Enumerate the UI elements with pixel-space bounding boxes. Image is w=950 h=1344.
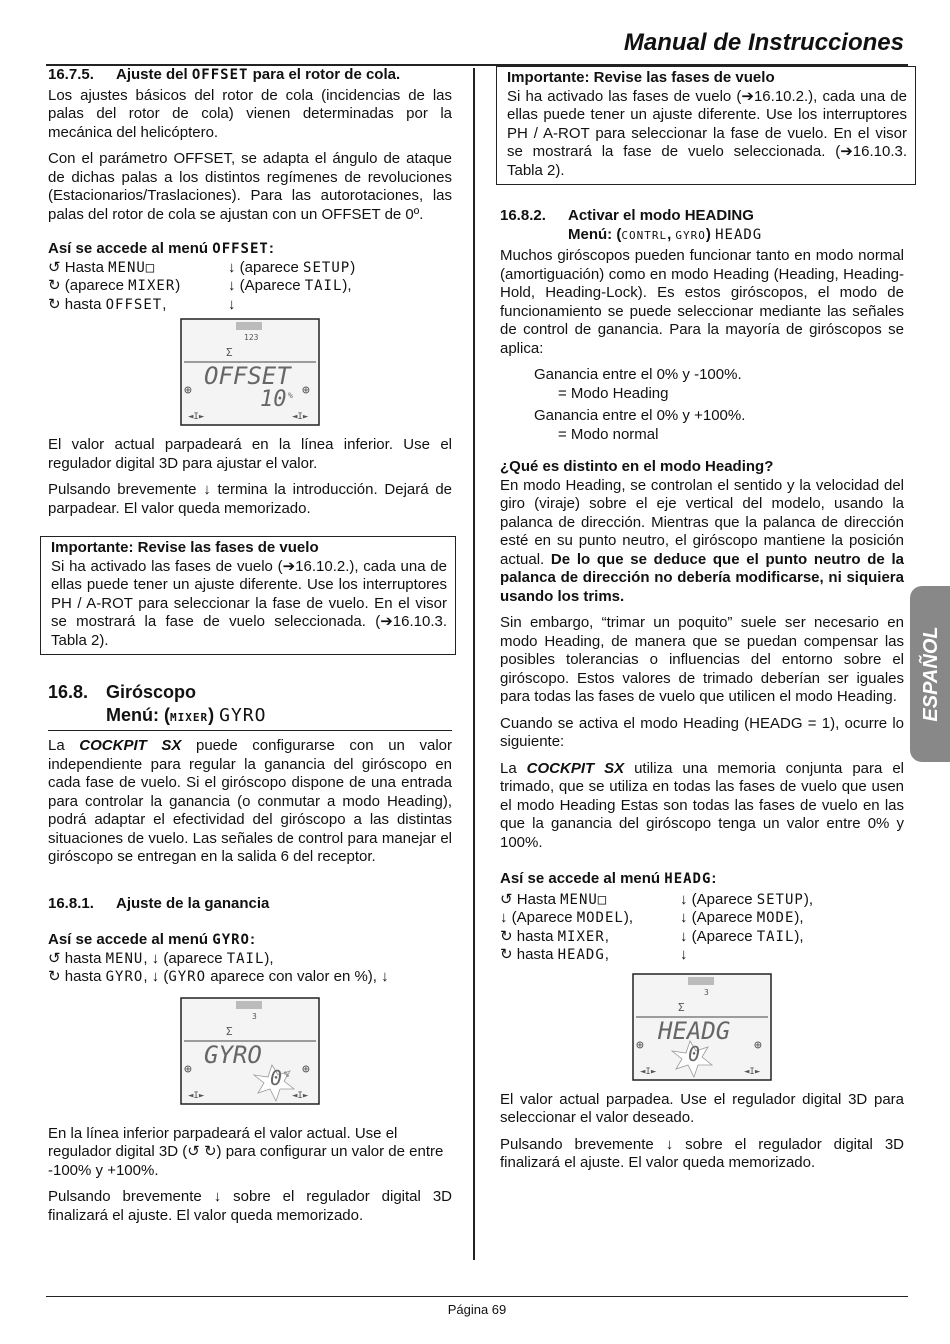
trim-bottom-left-icon: ◄I► bbox=[188, 1090, 205, 1101]
trim-bottom-left-icon: ◄I► bbox=[188, 412, 205, 422]
section-title: Activar el modo HEADING bbox=[568, 207, 754, 224]
important-box bbox=[496, 66, 916, 185]
important-text: Si ha activado las fases de vuelo (➔16.10.2.), cada una de ellas puede tener un ajuste diferente. Use los interruptores PH / A-ROT para seleccionar la fase de vuelo. En el visor se mostrará la fase de vuelo seleccionada. (➔16.10.3. Tabla 2). bbox=[51, 557, 447, 649]
section-16-8-2-heading bbox=[500, 207, 904, 226]
important-title: Importante: Revise las fases de vuelo bbox=[51, 539, 319, 556]
lcd-top-number: 123 bbox=[244, 333, 259, 342]
lcd-value: 0 bbox=[270, 1065, 283, 1090]
language-tab bbox=[910, 586, 950, 762]
lcd-main-text: OFFSET bbox=[204, 362, 291, 390]
gain-rule: Ganancia entre el 0% y +100%. bbox=[534, 407, 746, 424]
nav-step: ↓ bbox=[228, 295, 236, 313]
navigation-steps bbox=[48, 259, 452, 315]
trim-bottom-right-icon: ◄I► bbox=[292, 412, 309, 422]
lcd-unit: % bbox=[284, 1069, 289, 1079]
section-16-8-heading bbox=[48, 681, 452, 703]
paragraph: La COCKPIT SX utiliza una memoria conjunta para el trimado, que se utiliza en todas las fases de vuelo que usen el modo Heading Estas son todas las fases de vuelo en las que la ganancia del giróscopo tenga un valor entre 0% y 100%. bbox=[500, 759, 904, 851]
colon: : bbox=[268, 240, 274, 257]
section-title-end: para el rotor de cola. bbox=[248, 66, 401, 83]
trim-left-icon: ⊕ bbox=[184, 383, 192, 398]
lcd-main-text: HEADG bbox=[658, 1016, 731, 1045]
language-tab-label: ESPAÑOL bbox=[919, 626, 942, 722]
right-column bbox=[500, 66, 907, 1181]
lcd-code: OFFSET bbox=[191, 67, 249, 83]
nav-step: ↓ (Aparece TAIL), bbox=[228, 277, 352, 294]
access-heading bbox=[48, 240, 452, 259]
page-number: Página 69 bbox=[447, 1302, 507, 1317]
paragraph: Cuando se activa el modo Heading (HEADG = 1), ocurre lo siguiente: bbox=[500, 714, 904, 750]
section-title: Ajuste de la ganancia bbox=[116, 894, 270, 912]
section-number: 16.7.5. bbox=[48, 66, 94, 83]
question-heading: ¿Qué es distinto en el modo Heading? bbox=[500, 458, 774, 475]
paragraph: Pulsando brevemente ↓ sobre el regulador digital 3D finalizará el ajuste. El valor queda memorizado. bbox=[48, 1188, 452, 1224]
manual-title: Manual de Instrucciones bbox=[623, 29, 904, 56]
trim-bottom-right-icon: ◄I► bbox=[292, 1090, 309, 1101]
nav-step: ↓ (Aparece MODEL), bbox=[500, 909, 634, 926]
lcd-value: 0 bbox=[688, 1041, 701, 1066]
paragraph: Pulsando brevemente ↓ sobre el regulador digital 3D finalizará el ajuste. El valor queda memorizado. bbox=[500, 1135, 904, 1171]
paragraph: Muchos giróscopos pueden funcionar tanto en modo normal (amortiguación) como en modo Heading (Heading, Heading-Hold, Heading-Lock). Es estos giróscopos, el modo de funcionamiento se puede seleccionar mediante las señales de control de ganancia. Para la mayoría de giróscopos se aplica: bbox=[500, 247, 904, 357]
paragraph: Pulsando brevemente ↓ termina la introducción. Dejará de parpadear. El valor queda memorizado. bbox=[48, 481, 452, 517]
nav-step: ↓ (aparece SETUP) bbox=[228, 258, 356, 276]
nav-step: ↻ hasta MIXER, bbox=[500, 927, 609, 945]
left-column bbox=[48, 66, 452, 1233]
brand-name: COCKPIT SX bbox=[79, 737, 182, 754]
paragraph: Los ajustes básicos del rotor de cola (incidencias de las palas del rotor de cola) vienen determinadas por la mecánica del helicóptero. bbox=[48, 86, 452, 141]
trim-right-icon: ⊕ bbox=[302, 1061, 310, 1077]
nav-step: ↻ hasta OFFSET, bbox=[48, 295, 167, 313]
sigma-icon: Σ bbox=[678, 1000, 685, 1014]
gain-result: = Modo Heading bbox=[558, 384, 669, 402]
nav-step: ↓ (Aparece TAIL), bbox=[680, 927, 804, 945]
lcd-main-text: GYRO bbox=[204, 1040, 262, 1069]
important-text: Si ha activado las fases de vuelo (➔16.10.2.), cada una de ellas puede tener un ajuste diferente. Use los interruptores PH / A-ROT para seleccionar la fase de vuelo. En el visor se mostrará la fase de vuelo seleccionada. (➔16.10.3. Tabla 2). bbox=[507, 87, 907, 179]
nav-step: ↻ hasta HEADG, bbox=[500, 946, 609, 963]
trim-bottom-left-icon: ◄I► bbox=[640, 1066, 657, 1077]
paragraph: Con el parámetro OFFSET, se adapta el ángulo de ataque de dichas palas a los distintos regímenes de revoluciones (Estacionarios/Traslaciones). Para las autorotaciones, las palas del rotor de cola se ajustan con un OFFSET de 0º. bbox=[48, 150, 452, 223]
nav-step: ↺ hasta MENU, ↓ (aparece TAIL), bbox=[48, 949, 274, 967]
section-title: Ajuste del bbox=[116, 66, 192, 83]
trim-right-icon: ⊕ bbox=[754, 1037, 762, 1053]
section-16-8-1-heading bbox=[48, 895, 452, 914]
nav-step: ↓ (Aparece SETUP), bbox=[680, 890, 814, 908]
section-16-8-2-menu: Menú: (CONTRL, GYRO) HEADG bbox=[568, 225, 763, 243]
sigma-icon: Σ bbox=[226, 1024, 233, 1038]
access-heading: Así se accede al menú HEADG: bbox=[500, 870, 717, 887]
paragraph: En la línea inferior parpadeará el valor actual. Use el regulador digital 3D (↺ ↻) para configurar un valor de entre -100% y +100%. bbox=[48, 1124, 444, 1179]
gain-rule: Ganancia entre el 0% y -100%. bbox=[534, 366, 742, 383]
navigation-steps bbox=[500, 891, 904, 965]
nav-step: ↺ Hasta MENU□ bbox=[48, 258, 156, 276]
paragraph: El valor actual parpadea. Use el regulador digital 3D para seleccionar el valor deseado. bbox=[500, 1090, 904, 1126]
nav-step: ↻ hasta GYRO, ↓ (GYRO aparece con valor en %), ↓ bbox=[48, 968, 389, 985]
trim-bottom-right-icon: ◄I► bbox=[744, 1066, 761, 1077]
paragraph: La COCKPIT SX puede configurarse con un valor independiente para regular la ganancia del giróscopo en cada fase de vuelo. Si el giróscopo dispone de una entrada para controlar la ganancia (o conmutar a modo Heading), podrá adaptar el efectividad del giróscopo a las distintas situaciones de vuelo. Las señales de control para manejar el giróscopo se entregan en la salida 6 del receptor. bbox=[48, 737, 452, 865]
lcd-screen-headg bbox=[632, 973, 772, 1081]
important-title: Importante: Revise las fases de vuelo bbox=[507, 69, 775, 86]
page-header bbox=[46, 24, 908, 66]
section-title: Giróscopo bbox=[106, 682, 197, 702]
nav-step: ↓ (Aparece MODE), bbox=[680, 909, 804, 926]
lcd-code: OFFSET bbox=[212, 241, 269, 257]
trim-left-icon: ⊕ bbox=[184, 1061, 192, 1077]
paragraph: Sin embargo, “trimar un poquito” suele ser necesario en modo Heading, de manera que se puedan compensar las posibles tolerancias o influencias del entorno sobre el giróscopo. Estos valores de trimado deberían ser iguales para todas las fases de vuelo que utilicen el modo Heading. bbox=[500, 614, 904, 705]
lcd-value: 10 bbox=[260, 387, 287, 412]
trim-left-icon: ⊕ bbox=[636, 1037, 644, 1053]
bold-warning: De lo que se deduce que el punto neutro de la palanca de dirección no debería modificarse, ni siquiera usando los trims. bbox=[500, 550, 904, 605]
page-footer bbox=[46, 1296, 908, 1320]
sigma-icon: Σ bbox=[226, 346, 233, 359]
section-number: 16.8.2. bbox=[500, 207, 546, 224]
paragraph: El valor actual parpadeará en la línea inferior. Use el regulador digital 3D para ajustar el valor. bbox=[48, 436, 452, 472]
access-label: Así se accede al menú bbox=[48, 240, 213, 257]
access-heading: Así se accede al menú GYRO: bbox=[48, 931, 255, 948]
section-number: 16.8.1. bbox=[48, 894, 94, 912]
nav-step: ↓ bbox=[680, 946, 688, 963]
section-number: 16.8. bbox=[48, 682, 89, 702]
lcd-top-number: 3 bbox=[704, 987, 709, 997]
important-box bbox=[40, 536, 456, 655]
lcd-screen-offset bbox=[180, 318, 320, 426]
nav-step: ↺ Hasta MENU□ bbox=[500, 890, 608, 908]
lcd-top-number: 3 bbox=[252, 1011, 257, 1021]
lcd-unit: % bbox=[288, 391, 293, 400]
section-16-8-menu: Menú: (MIXER) GYRO bbox=[48, 703, 452, 731]
lcd-screen-gyro bbox=[180, 997, 320, 1105]
brand-name: COCKPIT SX bbox=[526, 759, 625, 777]
nav-step: ↻ (aparece MIXER) bbox=[48, 277, 181, 294]
trim-right-icon: ⊕ bbox=[302, 383, 310, 398]
paragraph: En modo Heading, se controlan el sentido y la velocidad del giro (viraje) sobre el eje vertical del modelo, usando la palanca de dirección. Mientras que la palanca de dirección esté en su punto neutro, el giróscopo mantiene la posición actual. De lo que se deduce que el punto neutro de la palanca de dirección no debería modificarse, ni siquiera usando los trims. bbox=[500, 476, 904, 605]
column-divider bbox=[473, 68, 475, 1260]
section-16-7-5-heading bbox=[48, 66, 452, 85]
gain-result: = Modo normal bbox=[558, 425, 659, 443]
